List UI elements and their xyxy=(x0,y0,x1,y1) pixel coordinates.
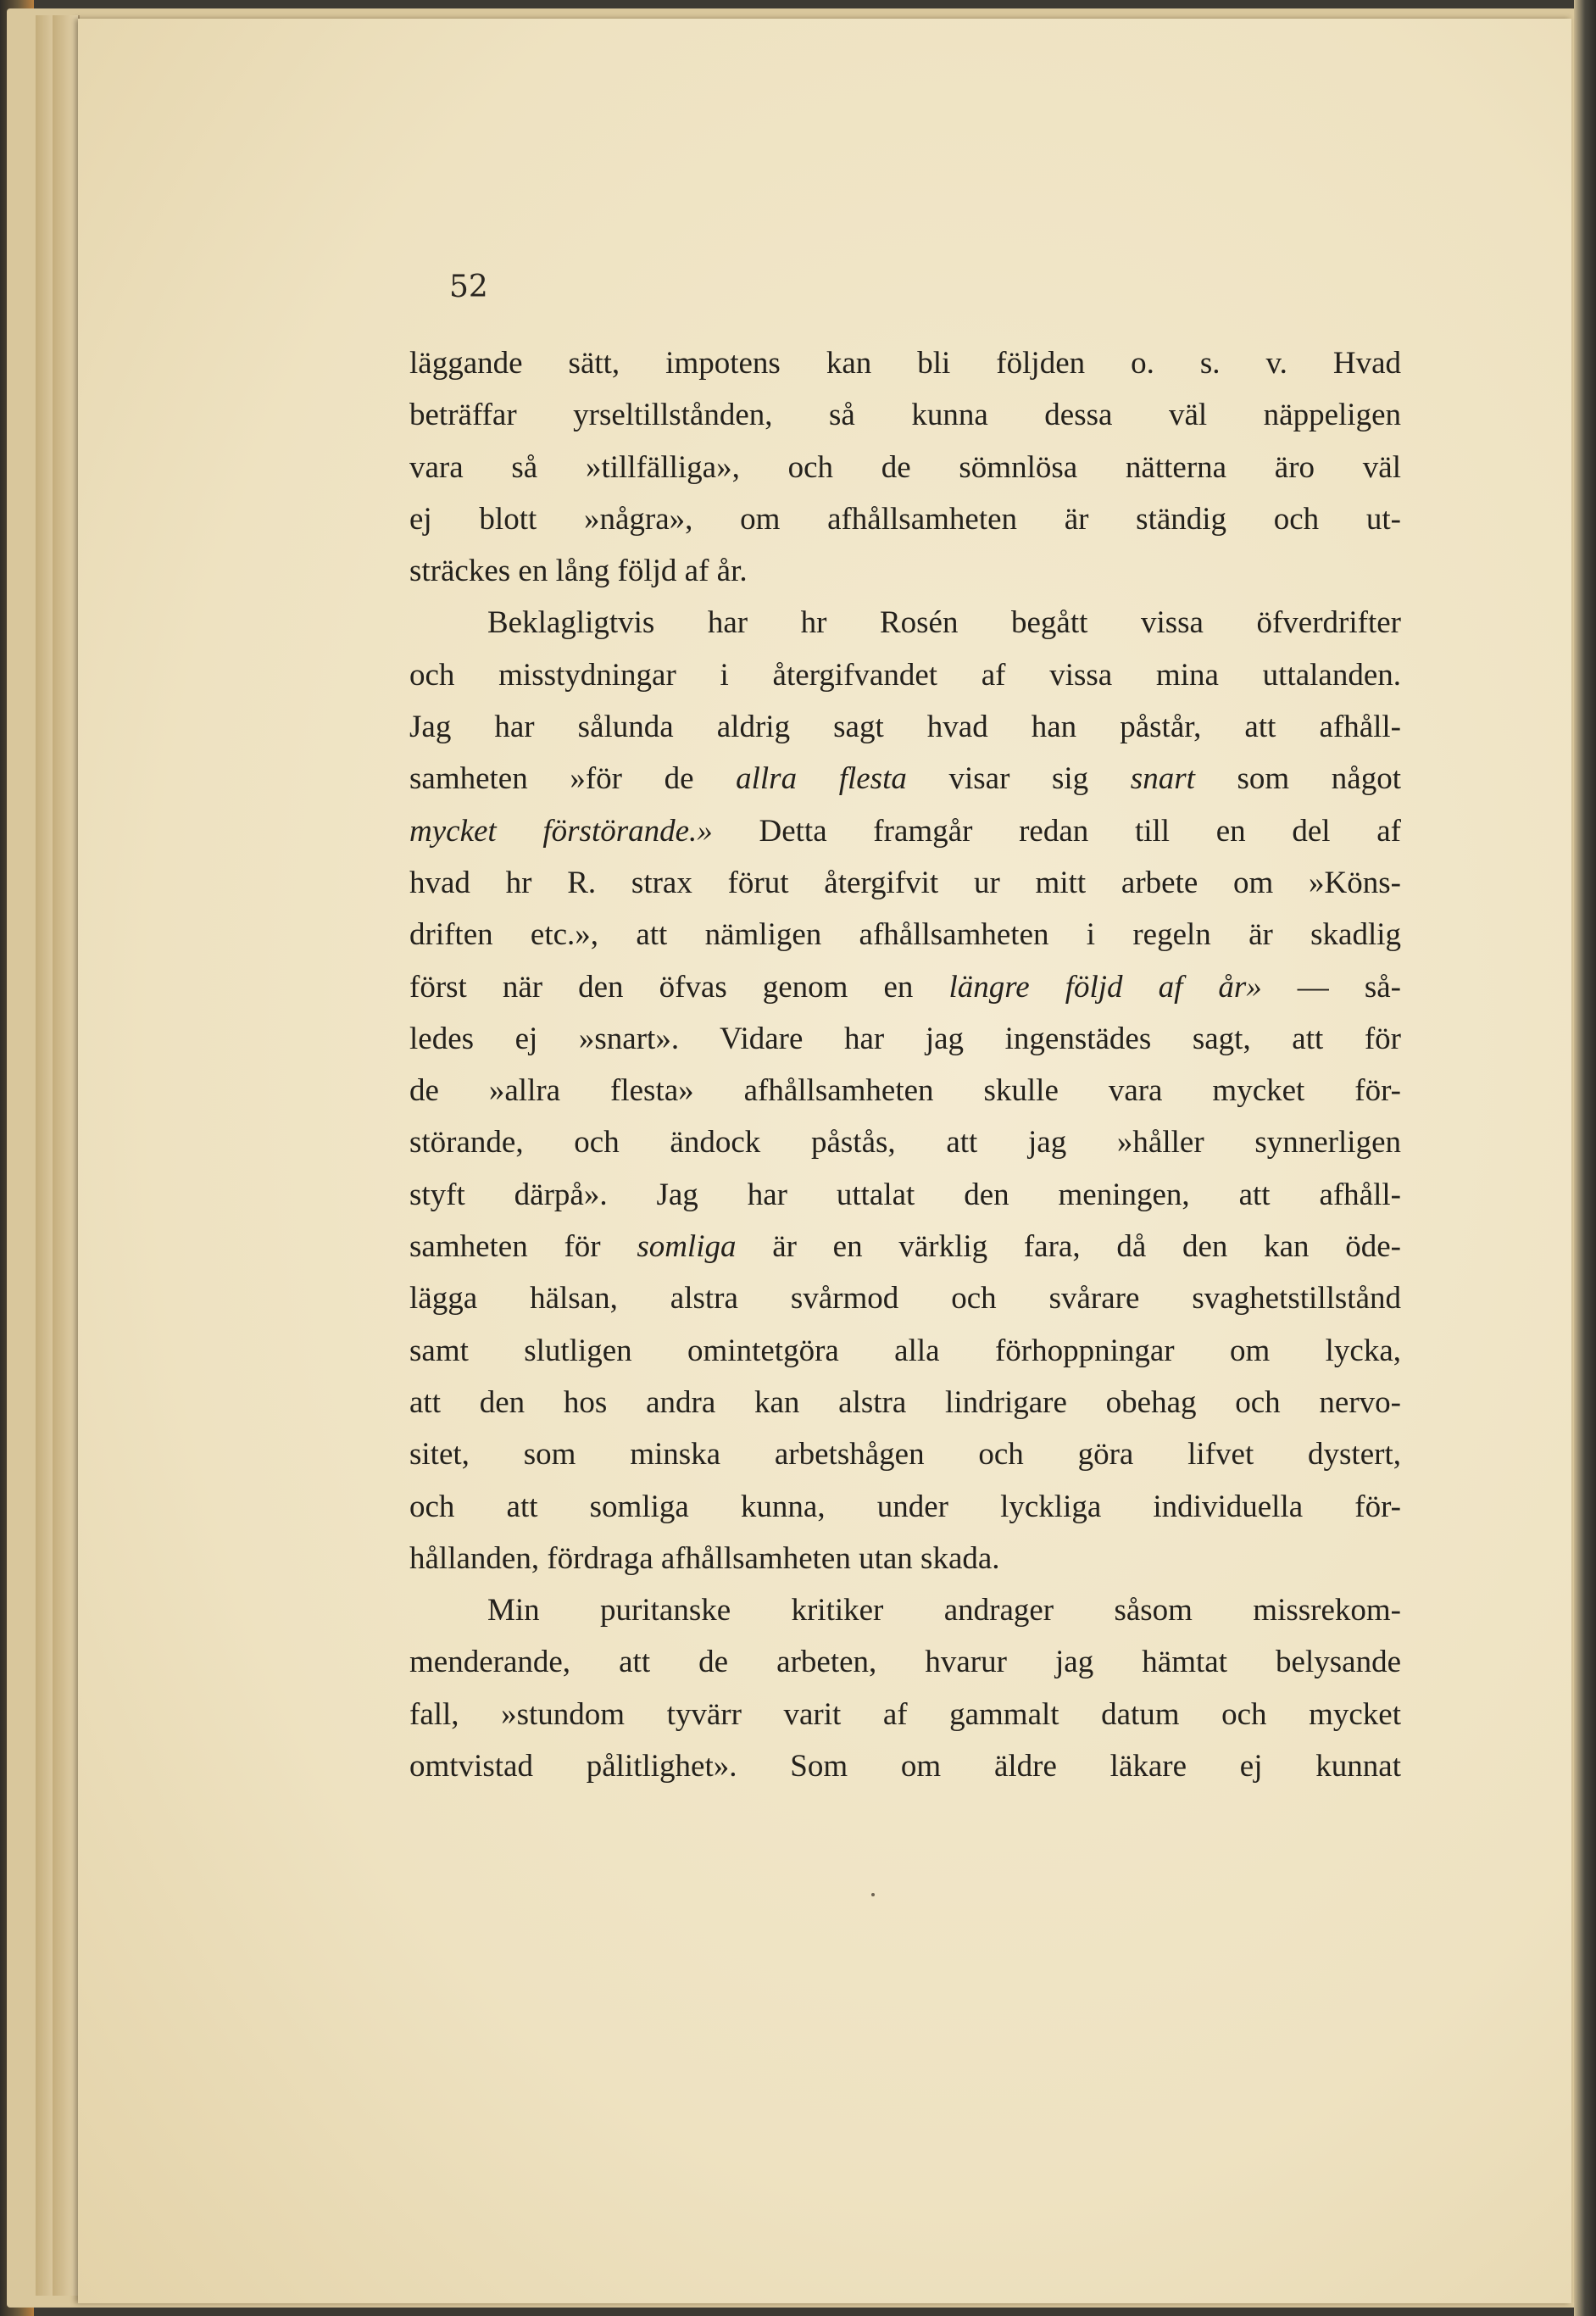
text-line xyxy=(409,753,1401,804)
fore-edge xyxy=(1574,0,1596,2316)
text-line: Min puritanske kritiker andrager såsom missrekom- xyxy=(487,1593,1401,1628)
text-line: samt slutligen omintetgöra alla förhoppningar om lycka, xyxy=(409,1333,1401,1368)
italic-run: somliga xyxy=(637,1229,737,1265)
text-run: samheten för xyxy=(409,1229,637,1265)
text-line: Jag har sålunda aldrig sagt hvad han påstår, att afhåll- xyxy=(409,710,1401,745)
text-line xyxy=(409,961,1401,1013)
page-number: 52 xyxy=(449,270,488,304)
text-line: sitet, som minska arbetshågen och göra lifvet dystert, xyxy=(409,1437,1401,1473)
text-line: lägga hälsan, alstra svårmod och svårare svaghetstillstånd xyxy=(409,1281,1401,1317)
text-line: och att somliga kunna, under lyckliga individuella för- xyxy=(409,1489,1401,1524)
text-line: vara så »tillfälliga», och de sömnlösa nätterna äro väl xyxy=(409,449,1401,485)
text-run: först när den öfvas genom en xyxy=(409,969,949,1005)
page-edge-stack xyxy=(53,15,80,2296)
text-run: är en värklig fara, då den kan öde- xyxy=(736,1229,1401,1265)
italic-run: snart xyxy=(1130,761,1195,797)
body-text xyxy=(409,337,1401,1792)
text-line: och misstydningar i återgifvandet af vissa mina uttalanden. xyxy=(409,657,1401,693)
text-line: de »allra flesta» afhållsamheten skulle vara mycket för- xyxy=(409,1073,1401,1109)
text-line: störande, och ändock påstås, att jag »håller synnerligen xyxy=(409,1125,1401,1161)
text-line xyxy=(409,1221,1401,1272)
text-line: sträckes en lång följd af år. xyxy=(409,554,748,589)
text-line: ledes ej »snart». Vidare har jag ingenstädes sagt, att för xyxy=(409,1021,1401,1056)
text-line: Beklagligtvis har hr Rosén begått vissa öfverdrifter xyxy=(487,605,1401,641)
text-line: ej blott »några», om afhållsamheten är ständig och ut- xyxy=(409,501,1401,537)
italic-run: allra flesta xyxy=(736,761,907,797)
text-line: beträffar yrseltillstånden, så kunna dessa väl näppeligen xyxy=(409,398,1401,433)
text-line: hvad hr R. strax förut återgifvit ur mitt arbete om »Köns- xyxy=(409,865,1401,900)
text-line: driften etc.», att nämligen afhållsamheten i regeln är skadlig xyxy=(409,917,1401,953)
text-line: hållanden, fördraga afhållsamheten utan skada. xyxy=(409,1540,1000,1576)
text-line: styft därpå». Jag har uttalat den meningen, att afhåll- xyxy=(409,1177,1401,1212)
text-run: samheten »för de xyxy=(409,761,737,797)
text-line: läggande sätt, impotens kan bli följden o. s. v. Hvad xyxy=(409,346,1401,381)
text-line: fall, »stundom tyvärr varit af gammalt datum och mycket xyxy=(409,1696,1401,1732)
text-run: som något xyxy=(1194,761,1401,797)
text-run: — så- xyxy=(1261,969,1401,1005)
italic-run: mycket förstörande.» xyxy=(409,813,713,849)
text-line: omtvistad pålitlighet». Som om äldre läkare ej kunnat xyxy=(409,1749,1401,1784)
italic-run: längre följd af år» xyxy=(948,969,1262,1005)
text-line: menderande, att de arbeten, hvarur jag hämtat belysande xyxy=(409,1645,1401,1680)
text-run: Detta framgår redan till en del af xyxy=(712,813,1401,849)
ink-speck xyxy=(871,1893,875,1896)
text-run: visar sig xyxy=(906,761,1131,797)
text-line: att den hos andra kan alstra lindrigare obehag och nervo- xyxy=(409,1384,1401,1420)
text-line xyxy=(409,805,1401,857)
